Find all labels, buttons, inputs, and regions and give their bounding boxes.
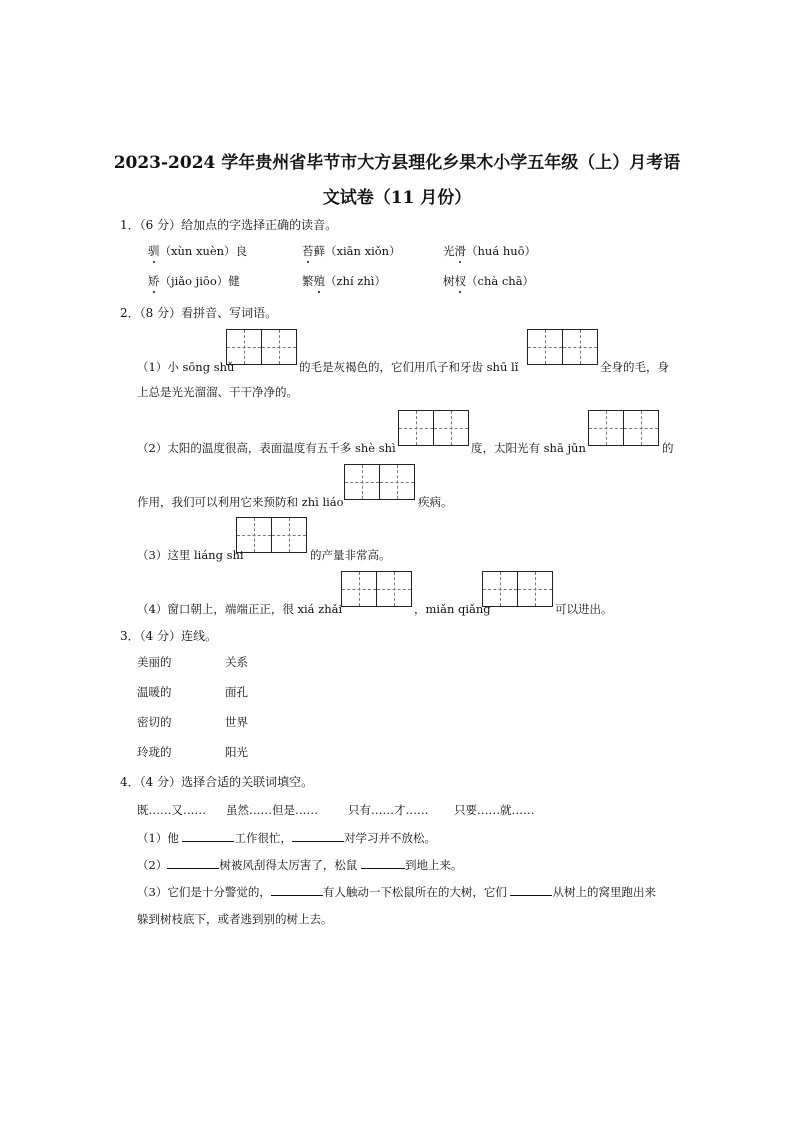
q2-p3-grid[interactable] [236,517,307,553]
answer-blank[interactable] [292,830,344,842]
q3-right-4[interactable]: 阳光 [225,745,248,759]
q2-p2-text-a: （2）太阳的温度很高，表面温度有五千多 shè shì [137,441,396,455]
q4-option-4: 只要……就…… [454,803,535,817]
q2-p3-text-b: 的产量非常高。 [310,548,391,562]
q1-item-4: 矫（jiǎo jiōo）健 [148,274,240,288]
q2-p4-text-b: ，miǎn qiǎng [414,602,491,616]
q3-right-2[interactable]: 面孔 [225,685,248,699]
q2-p4-text-a: （4）窗口朝上，端端正正，很 xiá zhǎi [137,602,343,616]
q4-sentence-1: （1）他 工作很忙， 对学习并不放松。 [137,831,436,845]
q4-option-3: 只有……才…… [348,803,429,817]
q3-left-4[interactable]: 玲珑的 [137,745,172,759]
q2-p2-grid-2[interactable] [588,410,659,446]
q3-right-1[interactable]: 关系 [225,655,248,669]
q4-sentence-3: （3）它们是十分警觉的， 有人触动一下松鼠所在的大树，它们 从树上的窝里跑出来 [137,885,656,899]
q3-left-3[interactable]: 密切的 [137,715,172,729]
q2-p2-text-c: 的 [662,441,674,455]
dotted-char: 杈 [454,274,466,288]
q2-p1-grid-1[interactable] [226,329,297,365]
title-line-1: 2023-2024 学年贵州省毕节市大方县理化乡果木小学五年级（上）月考语 [113,153,681,173]
q1-item-5: 繁殖（zhí zhì） [302,274,386,288]
q2-p2-grid-1[interactable] [398,410,469,446]
q2-p2-text-e: 疾病。 [418,495,453,509]
answer-blank[interactable] [271,884,323,896]
q2-p1-text-c: 全身的毛，身 [600,360,669,374]
q2-p1-text-a: （1）小 sōng shǔ [137,360,235,374]
q2-p2-text-b: 度，太阳光有 shā jūn [471,441,586,455]
q4-option-1: 既……又…… [137,803,206,817]
q3-left-1[interactable]: 美丽的 [137,655,172,669]
answer-blank[interactable] [167,857,219,869]
q2-stem: 2．（8 分）看拼音、写词语。 [120,306,278,320]
q4-sentence-2: （2） 树被风刮得太厉害了，松鼠 到地上来。 [137,858,463,872]
q1-item-1: 驯（xùn xuèn）良 [148,244,248,258]
dotted-char: 殖 [313,274,325,288]
q2-p2-text-d: 作用，我们可以利用它来预防和 zhì liáo [137,495,344,509]
answer-blank[interactable] [361,857,405,869]
q3-left-2[interactable]: 温暖的 [137,685,172,699]
dotted-char: 驯 [148,244,160,258]
q2-p4-grid-2[interactable] [482,571,553,607]
q2-p4-text-c: 可以进出。 [555,602,613,616]
q1-item-3: 光滑（huá huō） [443,244,537,258]
q4-stem: 4．（4 分）选择合适的关联词填空。 [120,775,314,789]
dotted-char: 苔 [302,244,314,258]
q1-item-2: 苔藓（xiān xiǒn） [302,244,401,258]
answer-blank[interactable] [510,884,552,896]
q2-p1-text-b: 的毛是灰褐色的，它们用爪子和牙齿 shū lǐ [299,360,519,374]
q2-p1-text-d: 上总是光光溜溜、干干净净的。 [137,385,298,399]
q1-stem: 1．（6 分）给加点的字选择正确的读音。 [120,218,338,232]
q3-right-3[interactable]: 世界 [225,715,248,729]
q1-item-6: 树杈（chà chā） [443,274,535,288]
dotted-char: 矫 [148,274,160,288]
q2-p2-grid-3[interactable] [344,464,415,500]
q2-p4-grid-1[interactable] [341,571,412,607]
q3-stem: 3．（4 分）连线。 [120,629,218,643]
title-line-2: 文试卷（11 月份） [322,188,472,208]
q4-sentence-3-cont: 躲到树枝底下，或者逃到别的树上去。 [137,912,333,926]
dotted-char: 滑 [454,244,466,258]
q4-option-2: 虽然……但是…… [226,803,318,817]
q2-p1-grid-2[interactable] [527,329,598,365]
answer-blank[interactable] [182,830,234,842]
q2-p3-text-a: （3）这里 liáng shi [137,548,244,562]
